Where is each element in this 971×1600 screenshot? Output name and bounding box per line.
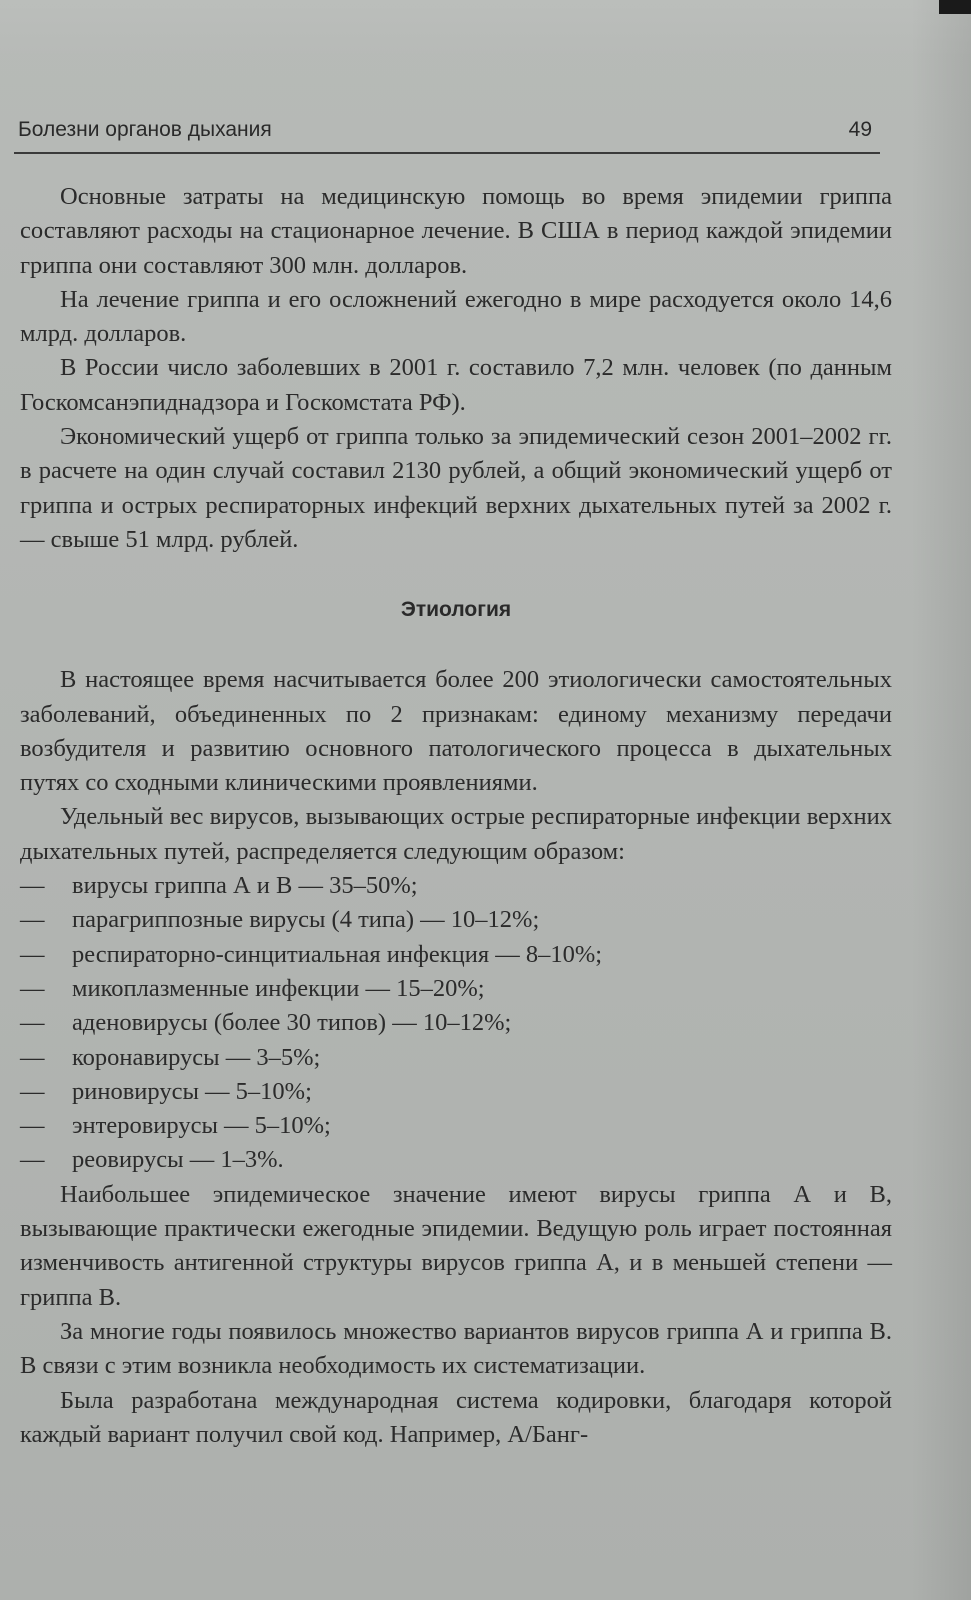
paragraph: В настоящее время насчитывается более 200 этиологически самостоятельных заболеваний, объединенных по 2 признакам: единому механизму передачи возбудителя и развитию основного патологического процесса в дыхательных путях со сходными клиническими проявлениями. xyxy=(20,666,892,797)
list-dash: — xyxy=(20,1077,45,1105)
paragraph: Наибольшее эпидемическое значение имеют вирусы гриппа А и В, вызывающие практически ежегодные эпидемии. Ведущую роль играет постоянная изменчивость антигенной структуры вирусов гриппа А, и в меньшей степени — гриппа В. xyxy=(20,1180,892,1311)
list-dash: — xyxy=(20,1043,45,1071)
list-item xyxy=(20,1041,892,1075)
list-dash: — xyxy=(20,1146,45,1174)
list-item xyxy=(20,1075,892,1109)
header-rule xyxy=(14,152,880,154)
list-item xyxy=(20,1109,892,1143)
list-item xyxy=(20,1143,892,1177)
paragraph: Удельный вес вирусов, вызывающих острые респираторные инфекции верхних дыхательных путей, распределяется следующим образом: xyxy=(20,803,892,865)
list-dash: — xyxy=(20,940,45,968)
list-item-text: энтеровирусы — 5–10%; xyxy=(72,1112,331,1140)
list-item-text: микоплазменные инфекции — 15–20%; xyxy=(72,974,485,1002)
page-number: 49 xyxy=(848,118,872,141)
list-dash: — xyxy=(20,1009,45,1037)
paragraph: В России число заболевших в 2001 г. составило 7,2 млн. человек (по данным Госкомсанэпиднадзора и Госкомстата РФ). xyxy=(20,354,892,416)
body-text xyxy=(20,180,892,1452)
list-item xyxy=(20,903,892,937)
list-item xyxy=(20,1006,892,1040)
paragraph: За многие годы появилось множество вариантов вирусов гриппа А и гриппа В. В связи с этим возникла необходимость их систематизации. xyxy=(20,1317,892,1380)
list-item-text: парагриппозные вирусы (4 типа) — 10–12%; xyxy=(72,906,540,934)
list-dash: — xyxy=(20,1112,45,1140)
section-heading: Этиология xyxy=(400,598,512,622)
list-item xyxy=(20,938,892,972)
list-item-text: респираторно-синцитиальная инфекция — 8–10%; xyxy=(72,940,603,968)
running-title: Болезни органов дыхания xyxy=(18,118,272,141)
list-item-text: аденовирусы (более 30 типов) — 10–12%; xyxy=(72,1009,512,1037)
running-header xyxy=(18,118,878,152)
list-dash: — xyxy=(20,872,45,900)
paragraph: Была разработана международная система кодировки, благодаря которой каждый вариант получил свой код. Например, А/Банг- xyxy=(20,1386,892,1448)
paragraph: Основные затраты на медицинскую помощь во время эпидемии гриппа составляют расходы на стационарное лечение. В США в период каждой эпидемии гриппа они составляют 300 млн. долларов. xyxy=(20,183,892,279)
background-corner xyxy=(939,0,971,14)
list-item xyxy=(20,972,892,1006)
page-highlight xyxy=(0,0,971,60)
list-item xyxy=(20,869,892,903)
paragraph: На лечение гриппа и его осложнений ежегодно в мире расходуется около 14,6 млрд. долларов. xyxy=(20,285,892,348)
virus-share-list xyxy=(20,869,892,1178)
list-item-text: реовирусы — 1–3%. xyxy=(72,1146,284,1174)
list-item-text: вирусы гриппа А и В — 35–50%; xyxy=(72,872,418,900)
list-item-text: коронавирусы — 3–5%; xyxy=(72,1043,321,1071)
page-shadow xyxy=(911,0,971,1600)
list-item-text: риновирусы — 5–10%; xyxy=(72,1077,312,1105)
list-dash: — xyxy=(20,974,45,1002)
list-dash: — xyxy=(20,906,45,934)
paragraph: Экономический ущерб от гриппа только за эпидемический сезон 2001–2002 гг. в расчете на один случай составил 2130 рублей, а общий экономический ущерб от гриппа и острых респираторных инфекций верхних дыхательных путей за 2002 г. — свыше 51 млрд. рублей. xyxy=(20,423,892,553)
